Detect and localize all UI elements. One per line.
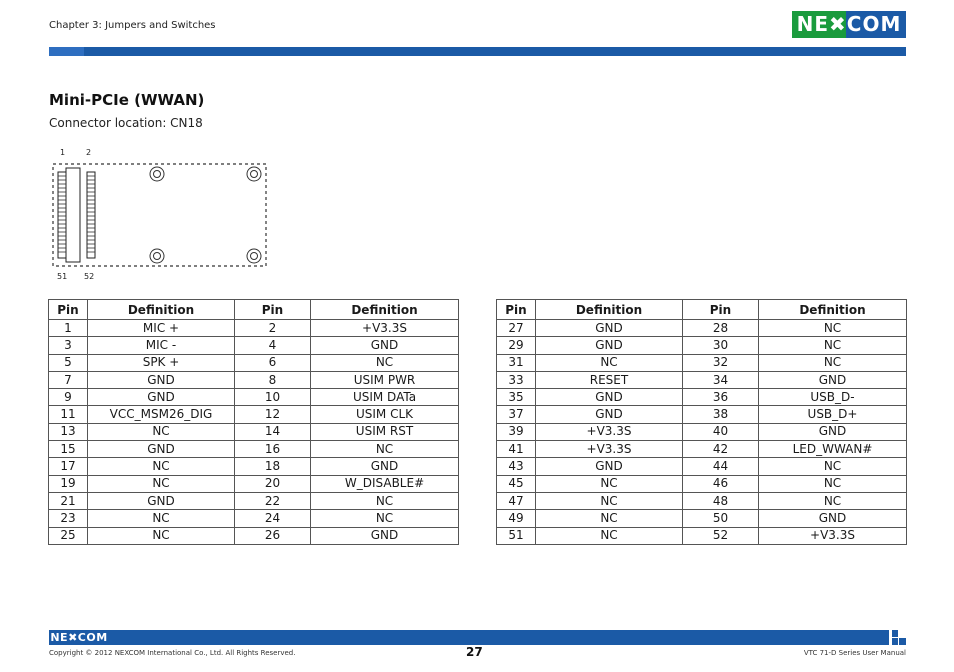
pin-definition-cell: +V3.3S — [536, 423, 683, 440]
chapter-heading: Chapter 3: Jumpers and Switches — [49, 20, 216, 31]
pin-definition-cell: NC — [536, 354, 683, 371]
pin-number-cell: 24 — [235, 510, 311, 527]
pin-number-cell: 18 — [235, 458, 311, 475]
nexcom-logo — [792, 11, 906, 38]
connector-location: Connector location: CN18 — [49, 116, 203, 130]
header-pin: Pin — [49, 300, 88, 320]
pin-definition-cell: +V3.3S — [536, 441, 683, 458]
pin-definition-cell: NC — [759, 458, 907, 475]
table-row — [49, 423, 459, 440]
pin-number-cell: 23 — [49, 510, 88, 527]
pin-definition-cell: USIM RST — [311, 423, 459, 440]
pin-number-cell: 15 — [49, 441, 88, 458]
pin-number-cell: 14 — [235, 423, 311, 440]
footer-corner-square — [892, 638, 898, 645]
pin-definition-cell: GND — [311, 458, 459, 475]
header-pin: Pin — [683, 300, 759, 320]
table-row — [49, 527, 459, 544]
pin-definition-cell: GND — [88, 441, 235, 458]
table-row — [497, 337, 907, 354]
pin-definition-cell: +V3.3S — [759, 527, 907, 544]
pin-number-cell: 13 — [49, 423, 88, 440]
pin-label-2: 2 — [86, 148, 92, 157]
pin-number-cell: 39 — [497, 423, 536, 440]
copyright-text: Copyright © 2012 NEXCOM International Co., Ltd. All Rights Reserved. — [49, 649, 296, 657]
pin-label-51: 51 — [57, 272, 68, 281]
header-definition: Definition — [88, 300, 235, 320]
table-row — [497, 527, 907, 544]
pin-number-cell: 11 — [49, 406, 88, 423]
pin-definition-cell: W_DISABLE# — [311, 475, 459, 492]
pin-number-cell: 37 — [497, 406, 536, 423]
table-row — [497, 458, 907, 475]
pin-number-cell: 46 — [683, 475, 759, 492]
pin-definition-cell: SPK + — [88, 354, 235, 371]
pin-label-52: 52 — [84, 272, 95, 281]
table-row — [49, 458, 459, 475]
pin-definition-cell: RESET — [536, 371, 683, 388]
pin-definition-cell: USIM DATa — [311, 389, 459, 406]
pin-number-cell: 16 — [235, 441, 311, 458]
pin-number-cell: 7 — [49, 371, 88, 388]
pin-definition-cell: MIC - — [88, 337, 235, 354]
pin-definition-cell: LED_WWAN# — [759, 441, 907, 458]
pin-number-cell: 30 — [683, 337, 759, 354]
pin-definition-cell: GND — [536, 320, 683, 337]
card-outline — [53, 164, 266, 266]
pin-definition-cell: GND — [759, 371, 907, 388]
pin-number-cell: 9 — [49, 389, 88, 406]
footer-corner-square — [892, 630, 898, 637]
pin-number-cell: 19 — [49, 475, 88, 492]
table-row — [497, 510, 907, 527]
pin-definition-cell: USB_D+ — [759, 406, 907, 423]
pin-number-cell: 17 — [49, 458, 88, 475]
pin-number-cell: 33 — [497, 371, 536, 388]
pin-number-cell: 38 — [683, 406, 759, 423]
table-row — [497, 389, 907, 406]
mounting-holes — [150, 167, 261, 263]
table-header-row — [497, 300, 907, 320]
pin-table-left — [48, 299, 459, 545]
table-row — [497, 320, 907, 337]
pin-definition-cell: NC — [88, 423, 235, 440]
pin-definition-cell: NC — [759, 320, 907, 337]
table-row — [49, 441, 459, 458]
table-row — [49, 354, 459, 371]
pin-definition-cell: NC — [311, 492, 459, 509]
header-definition: Definition — [759, 300, 907, 320]
table-row — [49, 337, 459, 354]
header-bar-accent — [49, 47, 84, 56]
pin-definition-cell: GND — [536, 406, 683, 423]
pin-definition-cell: NC — [311, 510, 459, 527]
pin-number-cell: 50 — [683, 510, 759, 527]
pin-definition-cell: USIM CLK — [311, 406, 459, 423]
pin-definition-cell: NC — [88, 510, 235, 527]
pin-number-cell: 31 — [497, 354, 536, 371]
pin-definition-cell: NC — [88, 458, 235, 475]
pin-definition-cell: NC — [311, 441, 459, 458]
pin-number-cell: 32 — [683, 354, 759, 371]
header-pin: Pin — [497, 300, 536, 320]
table-row — [49, 492, 459, 509]
pin-number-cell: 34 — [683, 371, 759, 388]
pin-definition-cell: GND — [759, 510, 907, 527]
pin-number-cell: 2 — [235, 320, 311, 337]
pin-definition-cell: GND — [536, 458, 683, 475]
pin-definition-cell: GND — [311, 527, 459, 544]
connector-diagram — [49, 160, 271, 272]
pin-definition-cell: NC — [536, 510, 683, 527]
mounting-hole-bottom-left — [150, 249, 164, 263]
footer-logo: NE✖COM — [50, 631, 108, 644]
pin-number-cell: 20 — [235, 475, 311, 492]
header-definition: Definition — [536, 300, 683, 320]
header-definition: Definition — [311, 300, 459, 320]
pin-table-right — [496, 299, 907, 545]
pin-number-cell: 45 — [497, 475, 536, 492]
pin-number-cell: 5 — [49, 354, 88, 371]
table-row — [497, 492, 907, 509]
pin-definition-cell: USB_D- — [759, 389, 907, 406]
pin-number-cell: 28 — [683, 320, 759, 337]
pin-definition-cell: NC — [759, 475, 907, 492]
pin-number-cell: 52 — [683, 527, 759, 544]
pin-definition-cell: GND — [88, 492, 235, 509]
table-row — [49, 389, 459, 406]
table-row — [497, 475, 907, 492]
pin-number-cell: 48 — [683, 492, 759, 509]
table-row — [497, 354, 907, 371]
pin-definition-cell: MIC + — [88, 320, 235, 337]
pin-number-cell: 42 — [683, 441, 759, 458]
pin-number-cell: 4 — [235, 337, 311, 354]
connector-body — [66, 168, 80, 262]
pin-definition-cell: VCC_MSM26_DIG — [88, 406, 235, 423]
pin-number-cell: 6 — [235, 354, 311, 371]
pin-number-cell: 27 — [497, 320, 536, 337]
table-row — [497, 371, 907, 388]
pin-definition-cell: NC — [536, 527, 683, 544]
table-row — [497, 441, 907, 458]
pin-number-cell: 47 — [497, 492, 536, 509]
logo-text: NE✖COM — [796, 12, 902, 36]
pin-definition-cell: GND — [88, 389, 235, 406]
mounting-hole-top-left — [150, 167, 164, 181]
footer-corner-square — [899, 638, 906, 645]
pin-definition-cell: +V3.3S — [311, 320, 459, 337]
header-pin: Pin — [235, 300, 311, 320]
pin-number-cell: 12 — [235, 406, 311, 423]
header-bar — [49, 47, 906, 56]
pin-number-cell: 41 — [497, 441, 536, 458]
table-row — [497, 423, 907, 440]
table-row — [497, 406, 907, 423]
pin-strip-right — [87, 172, 95, 258]
pin-number-cell: 29 — [497, 337, 536, 354]
pin-definition-cell: NC — [536, 492, 683, 509]
pin-number-cell: 21 — [49, 492, 88, 509]
table-row — [49, 475, 459, 492]
pin-definition-cell: NC — [759, 354, 907, 371]
pin-definition-cell: NC — [311, 354, 459, 371]
pin-number-cell: 36 — [683, 389, 759, 406]
pin-definition-cell: NC — [759, 337, 907, 354]
pin-label-1: 1 — [60, 148, 66, 157]
pin-definition-cell: NC — [536, 475, 683, 492]
table-header-row — [49, 300, 459, 320]
pin-definition-cell: GND — [311, 337, 459, 354]
pin-number-cell: 25 — [49, 527, 88, 544]
pin-number-cell: 35 — [497, 389, 536, 406]
pin-definition-cell: GND — [536, 337, 683, 354]
pin-definition-cell: NC — [88, 527, 235, 544]
section-title: Mini-PCIe (WWAN) — [49, 91, 205, 109]
pin-number-cell: 40 — [683, 423, 759, 440]
pin-number-cell: 43 — [497, 458, 536, 475]
pin-number-cell: 10 — [235, 389, 311, 406]
pin-number-cell: 1 — [49, 320, 88, 337]
page-number: 27 — [466, 645, 483, 659]
mounting-hole-bottom-right — [247, 249, 261, 263]
manual-title: VTC 71-D Series User Manual — [803, 649, 906, 657]
table-row — [49, 510, 459, 527]
pin-definition-cell: GND — [88, 371, 235, 388]
footer-bar — [49, 630, 889, 645]
pin-definition-cell: USIM PWR — [311, 371, 459, 388]
pin-number-cell: 8 — [235, 371, 311, 388]
table-row — [49, 406, 459, 423]
pin-definition-cell: GND — [759, 423, 907, 440]
table-row — [49, 371, 459, 388]
table-row — [49, 320, 459, 337]
pin-number-cell: 49 — [497, 510, 536, 527]
pin-number-cell: 26 — [235, 527, 311, 544]
pin-number-cell: 51 — [497, 527, 536, 544]
pin-definition-cell: NC — [759, 492, 907, 509]
pin-number-cell: 3 — [49, 337, 88, 354]
pin-strip-left — [58, 172, 66, 258]
mounting-hole-top-right — [247, 167, 261, 181]
pin-definition-cell: GND — [536, 389, 683, 406]
pin-definition-cell: NC — [88, 475, 235, 492]
pin-number-cell: 22 — [235, 492, 311, 509]
pin-number-cell: 44 — [683, 458, 759, 475]
